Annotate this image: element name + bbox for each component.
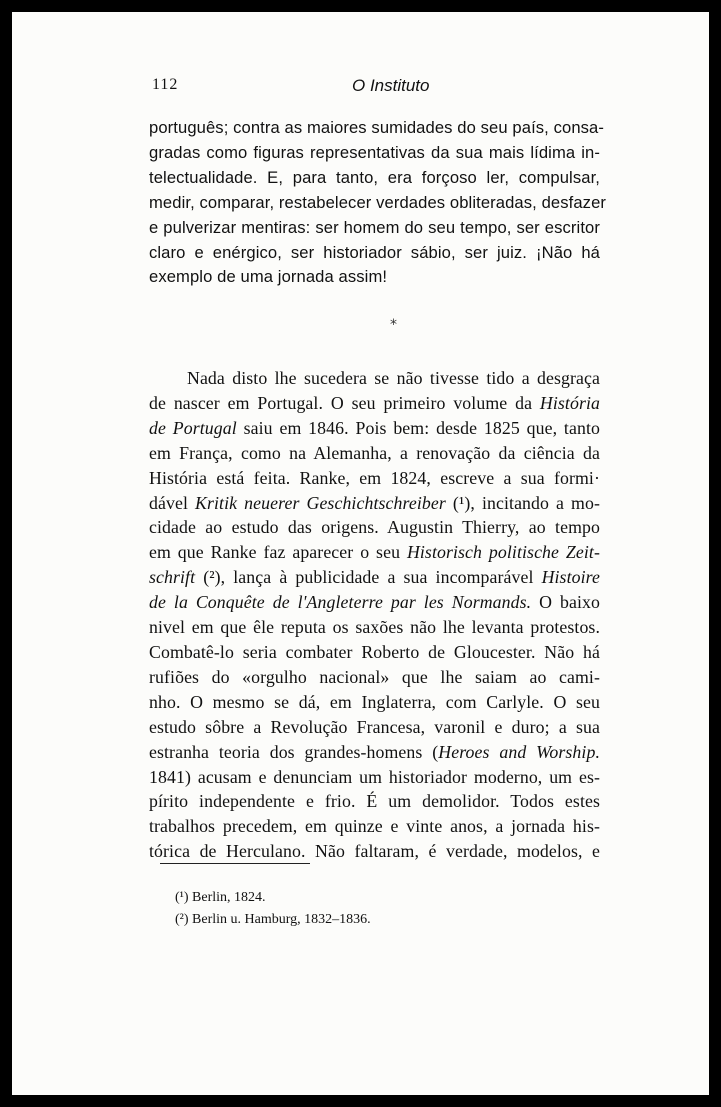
book-page (12, 12, 709, 1095)
text-line: História está feita. Ranke, em 1824, escreve a sua formi· (149, 467, 600, 488)
text-line: gradas como figuras representativas da sua mais lídima in- (149, 142, 600, 162)
text-line: Combatê-lo seria combater Roberto de Gloucester. Não há (149, 641, 600, 662)
text-line: schrift (²), lança à publicidade a sua incomparável Histoire (149, 567, 600, 588)
section-separator: * (390, 317, 397, 333)
book-title: schrift (149, 567, 196, 588)
text-line: de nascer em Portugal. O seu primeiro volume da História (149, 392, 600, 413)
footnote-divider (160, 863, 310, 864)
page-number: 112 (152, 76, 179, 93)
page-header (152, 76, 597, 106)
footnotes (175, 887, 371, 931)
text-line: Nada disto lhe sucedera se não tivesse tido a desgraça (187, 368, 600, 388)
book-title: Kritik neuerer Geschichtschreiber (195, 492, 446, 513)
text-line: 1841) acusam e denunciam um historiador moderno, um es- (149, 766, 600, 787)
text-line: de Portugal saiu em 1846. Pois bem: desde 1825 que, tanto (149, 417, 600, 438)
text-line: trabalhos precedem, em quinze e vinte anos, a jornada his- (149, 816, 600, 837)
book-title: Heroes and Worship. (438, 741, 600, 762)
text-line: tórica de Herculano. Não faltaram, é verdade, modelos, e (149, 841, 600, 862)
book-title: Histoire (541, 567, 600, 588)
footnote: (¹) Berlin, 1824. (175, 890, 266, 905)
text-line: estudo sôbre a Revolução Francesa, varonil e duro; a sua (149, 716, 600, 737)
text-line: pírito independente e frio. É um demolidor. Todos estes (149, 791, 600, 812)
footnote: (²) Berlin u. Hamburg, 1832–1836. (175, 912, 371, 927)
text-line: rufiões do «orgulho nacional» que lhe saiam ao cami- (149, 666, 600, 687)
paragraph-continued (149, 116, 607, 290)
book-title: de Portugal (149, 417, 237, 438)
book-title: História (539, 392, 600, 413)
text-line: dável Kritik neuerer Geschichtschreiber (¹), incitando a mo- (149, 492, 601, 513)
running-title: O Instituto (352, 76, 430, 95)
text-line: em França, como na Alemanha, a renovação da ciência da (149, 442, 600, 463)
text-line: nho. O mesmo se dá, em Inglaterra, com Carlyle. O seu (149, 691, 600, 712)
paragraph-main (149, 366, 600, 864)
text-line: exemplo de uma jornada assim! (149, 267, 388, 287)
book-title: Historisch politische Zeit- (406, 542, 600, 563)
text-line: telectualidade. E, para tanto, era forçoso ler, compulsar, (149, 167, 600, 187)
book-title: de la Conquête de l'Angleterre par les Normands. (149, 592, 532, 613)
text-line: em que Ranke faz aparecer o seu Historisch politische Zeit- (149, 542, 600, 563)
text-line: cidade ao estudo das origens. Augustin Thierry, ao tempo (149, 517, 600, 538)
text-line: e pulverizar mentiras: ser homem do seu tempo, ser escritor (149, 217, 600, 237)
text-line: claro e enérgico, ser historiador sábio, ser juiz. ¡Não há (149, 242, 600, 262)
text-line: estranha teoria dos grandes-homens (Heroes and Worship. (149, 741, 600, 762)
text-line: nivel em que êle reputa os saxões não lhe levanta protestos. (149, 617, 600, 638)
text-line: medir, comparar, restabelecer verdades obliteradas, desfazer (149, 192, 607, 212)
text-line: português; contra as maiores sumidades do seu país, consa- (149, 118, 604, 137)
text-line: de la Conquête de l'Angleterre par les Normands. O baixo (149, 592, 600, 613)
